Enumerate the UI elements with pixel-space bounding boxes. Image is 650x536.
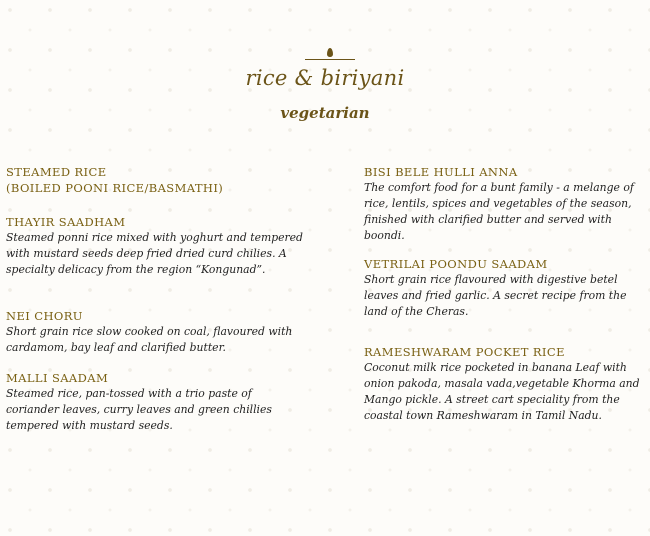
menu-item-name: STEAMED RICE (BOILED POONI RICE/BASMATHI) [6,165,224,195]
menu-item-name: RAMESHWARAM POCKET RICE [364,345,565,359]
divider-line [305,59,355,60]
menu-item-name: VETRILAI POONDU SAADAM [364,257,548,271]
menu-item-malli-saadam [6,370,306,434]
leaf-icon [327,48,333,57]
menu-item-description: Steamed rice, pan-tossed with a trio paste of coriander leaves, curry leaves and green chillies tempered with mustard seeds. [6,387,272,432]
menu-item-description: Short grain rice slow cooked on coal, flavoured with cardamom, bay leaf and clarified butter. [6,325,293,354]
menu-item-vetrilai-poondu-saadam [364,256,644,320]
menu-item-description: Short grain rice flavoured with digestive betel leaves and fried garlic. A secret recipe from the land of the Cheras. [364,273,627,318]
ornament-divider-icon [305,48,355,62]
menu-item-rameshwaram-pocket-rice [364,344,644,424]
menu-item-name: MALLI SAADAM [6,371,109,385]
menu-item-nei-choru [6,308,306,356]
menu-item-thayir-saadham [6,214,306,278]
section-title: rice & biriyani [245,66,405,90]
section-subtitle: vegetarian [280,104,370,122]
menu-item-name: BISI BELE HULLI ANNA [364,165,518,179]
menu-item-bisi-bele-hulli-anna [364,164,644,244]
menu-item-description: Coconut milk rice pocketed in banana Leaf with onion pakoda, masala vada,vegetable Khorma and Mango pickle. A street cart speciality from the coastal town Rameshwaram in Tamil Nadu. [364,361,640,422]
menu-item-description: Steamed ponni rice mixed with yoghurt and tempered with mustard seeds deep fried dried curd chilies. A specialty delicacy from the region “Kongunad”. [6,231,303,276]
menu-item-steamed-rice [6,164,306,196]
menu-item-name: THAYIR SAADHAM [6,215,126,229]
menu-item-description: The comfort food for a bunt family - a melange of rice, lentils, spices and vegetables of the season, finished with clarified butter and served with boondi. [364,181,634,242]
menu-item-name: NEI CHORU [6,309,83,323]
